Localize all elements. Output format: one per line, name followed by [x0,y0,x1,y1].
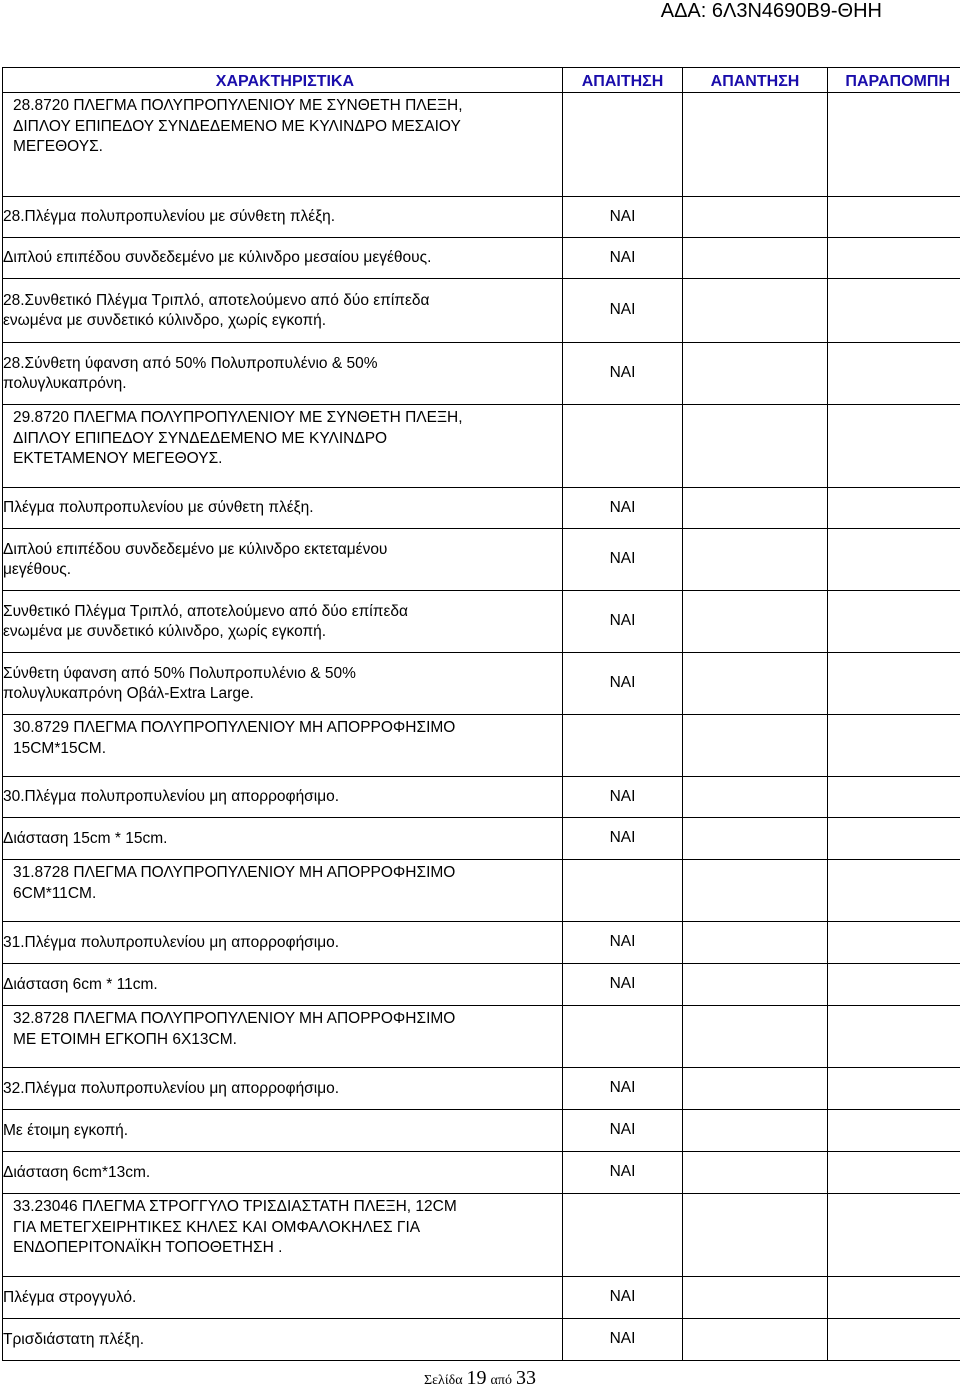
item-title [3,405,563,488]
answer-cell [683,922,828,964]
footer-page-word: Σελίδα [424,1373,463,1388]
spec-text [3,777,563,818]
spec-text [3,343,563,405]
requirement-cell [563,860,683,922]
answer-cell [683,93,828,197]
reference-cell [828,1068,960,1110]
item-title-line: 32.8728 ΠΛΕΓΜΑ ΠΟΛΥΠΡΟΠΥΛΕΝΙΟΥ ΜΗ ΑΠΟΡΡΟΦΗΣΙΜΟ [13,1009,554,1030]
answer-cell [683,777,828,818]
spec-text-line: Διάσταση 15cm * 15cm. [3,829,562,850]
item-title-line: ΕΚΤΕΤΑΜΕΝΟΥ ΜΕΓΕΘΟΥΣ. [13,449,554,470]
spec-text-line: πολυγλυκαπρόνη. [3,374,562,395]
spec-row [3,591,960,653]
requirement-value: ΝΑΙ [563,488,683,529]
answer-cell [683,529,828,591]
spec-text [3,1152,563,1194]
item-title [3,1006,563,1068]
item-title-row [3,715,960,777]
spec-text-line: Διάσταση 6cm*13cm. [3,1163,562,1184]
requirement-value: ΝΑΙ [563,591,683,653]
item-title [3,1194,563,1277]
spec-text-line: ενωμένα με συνδετικό κύλινδρο, χωρίς εγκοπή. [3,622,562,643]
spec-text-line: Πλέγμα στρογγυλό. [3,1288,562,1309]
reference-cell [828,343,960,405]
spec-text [3,529,563,591]
requirement-value: ΝΑΙ [563,922,683,964]
spec-text-line: μεγέθους. [3,560,562,581]
reference-cell [828,922,960,964]
reference-cell [828,93,960,197]
spec-text [3,238,563,279]
reference-cell [828,405,960,488]
spec-text-line: 28.Σύνθετη ύφανση από 50% Πολυπροπυλένιο & 50% [3,354,562,375]
item-title-line: ΔΙΠΛΟΥ ΕΠΙΠΕΔΟΥ ΣΥΝΔΕΔΕΜΕΝΟ ΜΕ ΚΥΛΙΝΔΡΟ ΜΕΣΑΙΟΥ [13,117,554,138]
answer-cell [683,715,828,777]
answer-cell [683,197,828,238]
spec-text-line: Συνθετικό Πλέγμα Τριπλό, αποτελούμενο από δύο επίπεδα [3,602,562,623]
spec-row [3,197,960,238]
footer-page-number: 19 [467,1367,487,1389]
footer-total-pages: 33 [516,1367,536,1389]
reference-cell [828,964,960,1006]
answer-cell [683,1277,828,1319]
spec-row [3,529,960,591]
reference-cell [828,1006,960,1068]
reference-cell [828,197,960,238]
requirement-value: ΝΑΙ [563,1277,683,1319]
reference-cell [828,860,960,922]
spec-text-line: Διάσταση 6cm * 11cm. [3,975,562,996]
header-reference: ΠΑΡΑΠΟΜΠΗ [828,68,960,93]
reference-cell [828,529,960,591]
requirement-cell [563,1006,683,1068]
spec-text [3,1068,563,1110]
requirement-cell [563,715,683,777]
spec-text-line: Διπλού επιπέδου συνδεδεμένο με κύλινδρο εκτεταμένου [3,540,562,561]
header-requirement: ΑΠΑΙΤΗΣΗ [563,68,683,93]
answer-cell [683,1006,828,1068]
spec-row [3,488,960,529]
spec-row [3,964,960,1006]
answer-cell [683,1152,828,1194]
requirement-value: ΝΑΙ [563,1152,683,1194]
requirement-value: ΝΑΙ [563,529,683,591]
requirement-cell [563,93,683,197]
spec-text [3,818,563,860]
answer-cell [683,1068,828,1110]
item-title-line: ΓΙΑ ΜΕΤΕΓΧΕΙΡΗΤΙΚΕΣ ΚΗΛΕΣ ΚΑΙ ΟΜΦΑΛΟΚΗΛΕΣ ΓΙΑ [13,1218,554,1239]
reference-cell [828,1152,960,1194]
spec-text-line: Διπλού επιπέδου συνδεδεμένο με κύλινδρο μεσαίου μεγέθους. [3,248,562,269]
answer-cell [683,238,828,279]
requirement-value: ΝΑΙ [563,1068,683,1110]
item-title-line: ΜΕΓΕΘΟΥΣ. [13,137,554,158]
spec-row [3,1068,960,1110]
item-title [3,860,563,922]
item-title-line: ΔΙΠΛΟΥ ΕΠΙΠΕΔΟΥ ΣΥΝΔΕΔΕΜΕΝΟ ΜΕ ΚΥΛΙΝΔΡΟ [13,429,554,450]
spec-text-line: 28.Συνθετικό Πλέγμα Τριπλό, αποτελούμενο από δύο επίπεδα [3,291,562,312]
spec-row [3,818,960,860]
reference-cell [828,818,960,860]
answer-cell [683,818,828,860]
spec-row [3,238,960,279]
reference-cell [828,279,960,343]
spec-text-line: 31.Πλέγμα πολυπροπυλενίου μη απορροφήσιμο. [3,933,562,954]
spec-row [3,279,960,343]
spec-text-line: πολυγλυκαπρόνη Οβάλ-Extra Large. [3,684,562,705]
item-title-row [3,860,960,922]
item-title-row [3,405,960,488]
spec-row [3,1319,960,1361]
answer-cell [683,860,828,922]
spec-text [3,964,563,1006]
spec-text [3,279,563,343]
spec-row [3,343,960,405]
item-title [3,93,563,197]
reference-cell [828,1319,960,1361]
spec-text [3,653,563,715]
requirement-value: ΝΑΙ [563,777,683,818]
spec-text [3,591,563,653]
spec-row [3,1110,960,1152]
requirement-value: ΝΑΙ [563,1110,683,1152]
spec-row [3,653,960,715]
item-title-line: 6CM*11CM. [13,884,554,905]
requirement-cell [563,405,683,488]
answer-cell [683,1319,828,1361]
spec-text-line: ενωμένα με συνδετικό κύλινδρο, χωρίς εγκοπή. [3,311,562,332]
spec-text-line: Σύνθετη ύφανση από 50% Πολυπροπυλένιο & 50% [3,664,562,685]
spec-row [3,777,960,818]
item-title-row [3,1006,960,1068]
answer-cell [683,1194,828,1277]
table-header-row [3,68,960,93]
header-characteristics: ΧΑΡΑΚΤΗΡΙΣΤΙΚΑ [3,68,563,93]
spec-text-line: 30.Πλέγμα πολυπροπυλενίου μη απορροφήσιμο. [3,787,562,808]
spec-text-line: Με έτοιμη εγκοπή. [3,1121,562,1142]
requirement-value: ΝΑΙ [563,343,683,405]
spec-text [3,1319,563,1361]
requirement-value: ΝΑΙ [563,1319,683,1361]
item-title-line: 31.8728 ΠΛΕΓΜΑ ΠΟΛΥΠΡΟΠΥΛΕΝΙΟΥ ΜΗ ΑΠΟΡΡΟΦΗΣΙΜΟ [13,863,554,884]
item-title-line: 30.8729 ΠΛΕΓΜΑ ΠΟΛΥΠΡΟΠΥΛΕΝΙΟΥ ΜΗ ΑΠΟΡΡΟΦΗΣΙΜΟ [13,718,554,739]
spec-text [3,922,563,964]
footer-of-word: από [491,1373,512,1388]
requirement-value: ΝΑΙ [563,279,683,343]
spec-row [3,922,960,964]
reference-cell [828,715,960,777]
spec-text-line: Τρισδιάστατη πλέξη. [3,1330,562,1351]
item-title [3,715,563,777]
spec-text [3,1277,563,1319]
header-answer: ΑΠΑΝΤΗΣΗ [683,68,828,93]
item-title-line: 33.23046 ΠΛΕΓΜΑ ΣΤΡΟΓΓΥΛΟ ΤΡΙΣΔΙΑΣΤΑΤΗ ΠΛΕΞΗ, 12CM [13,1197,554,1218]
answer-cell [683,405,828,488]
reference-cell [828,591,960,653]
item-title-line: 29.8720 ΠΛΕΓΜΑ ΠΟΛΥΠΡΟΠΥΛΕΝΙΟΥ ΜΕ ΣΥΝΘΕΤΗ ΠΛΕΞΗ, [13,408,554,429]
requirement-value: ΝΑΙ [563,964,683,1006]
answer-cell [683,591,828,653]
item-title-line: ΜΕ ΕΤΟΙΜΗ ΕΓΚΟΠΗ 6Χ13CM. [13,1030,554,1051]
spec-row [3,1152,960,1194]
ada-code: ΑΔΑ: 6Λ3Ν4690Β9-ΘΗΗ [661,0,882,22]
answer-cell [683,488,828,529]
spec-text-line: Πλέγμα πολυπροπυλενίου με σύνθετη πλέξη. [3,498,562,519]
requirement-value: ΝΑΙ [563,818,683,860]
reference-cell [828,238,960,279]
page-footer [0,1367,960,1390]
answer-cell [683,343,828,405]
answer-cell [683,653,828,715]
item-title-line: ΕΝΔΟΠΕΡΙΤΟΝΑΪΚΗ ΤΟΠΟΘΕΤΗΣΗ . [13,1238,554,1259]
answer-cell [683,964,828,1006]
answer-cell [683,1110,828,1152]
requirement-value: ΝΑΙ [563,653,683,715]
reference-cell [828,1194,960,1277]
spec-text [3,197,563,238]
requirement-value: ΝΑΙ [563,238,683,279]
reference-cell [828,488,960,529]
requirement-cell [563,1194,683,1277]
answer-cell [683,279,828,343]
spec-text [3,488,563,529]
reference-cell [828,653,960,715]
spec-text-line: 28.Πλέγμα πολυπροπυλενίου με σύνθετη πλέξη. [3,207,562,228]
reference-cell [828,777,960,818]
item-title-line: 15CM*15CM. [13,739,554,760]
spec-text [3,1110,563,1152]
spec-table [2,67,960,1361]
spec-row [3,1277,960,1319]
item-title-line: 28.8720 ΠΛΕΓΜΑ ΠΟΛΥΠΡΟΠΥΛΕΝΙΟΥ ΜΕ ΣΥΝΘΕΤΗ ΠΛΕΞΗ, [13,96,554,117]
reference-cell [828,1277,960,1319]
item-title-row [3,93,960,197]
spec-text-line: 32.Πλέγμα πολυπροπυλενίου μη απορροφήσιμο. [3,1079,562,1100]
requirement-value: ΝΑΙ [563,197,683,238]
reference-cell [828,1110,960,1152]
item-title-row [3,1194,960,1277]
